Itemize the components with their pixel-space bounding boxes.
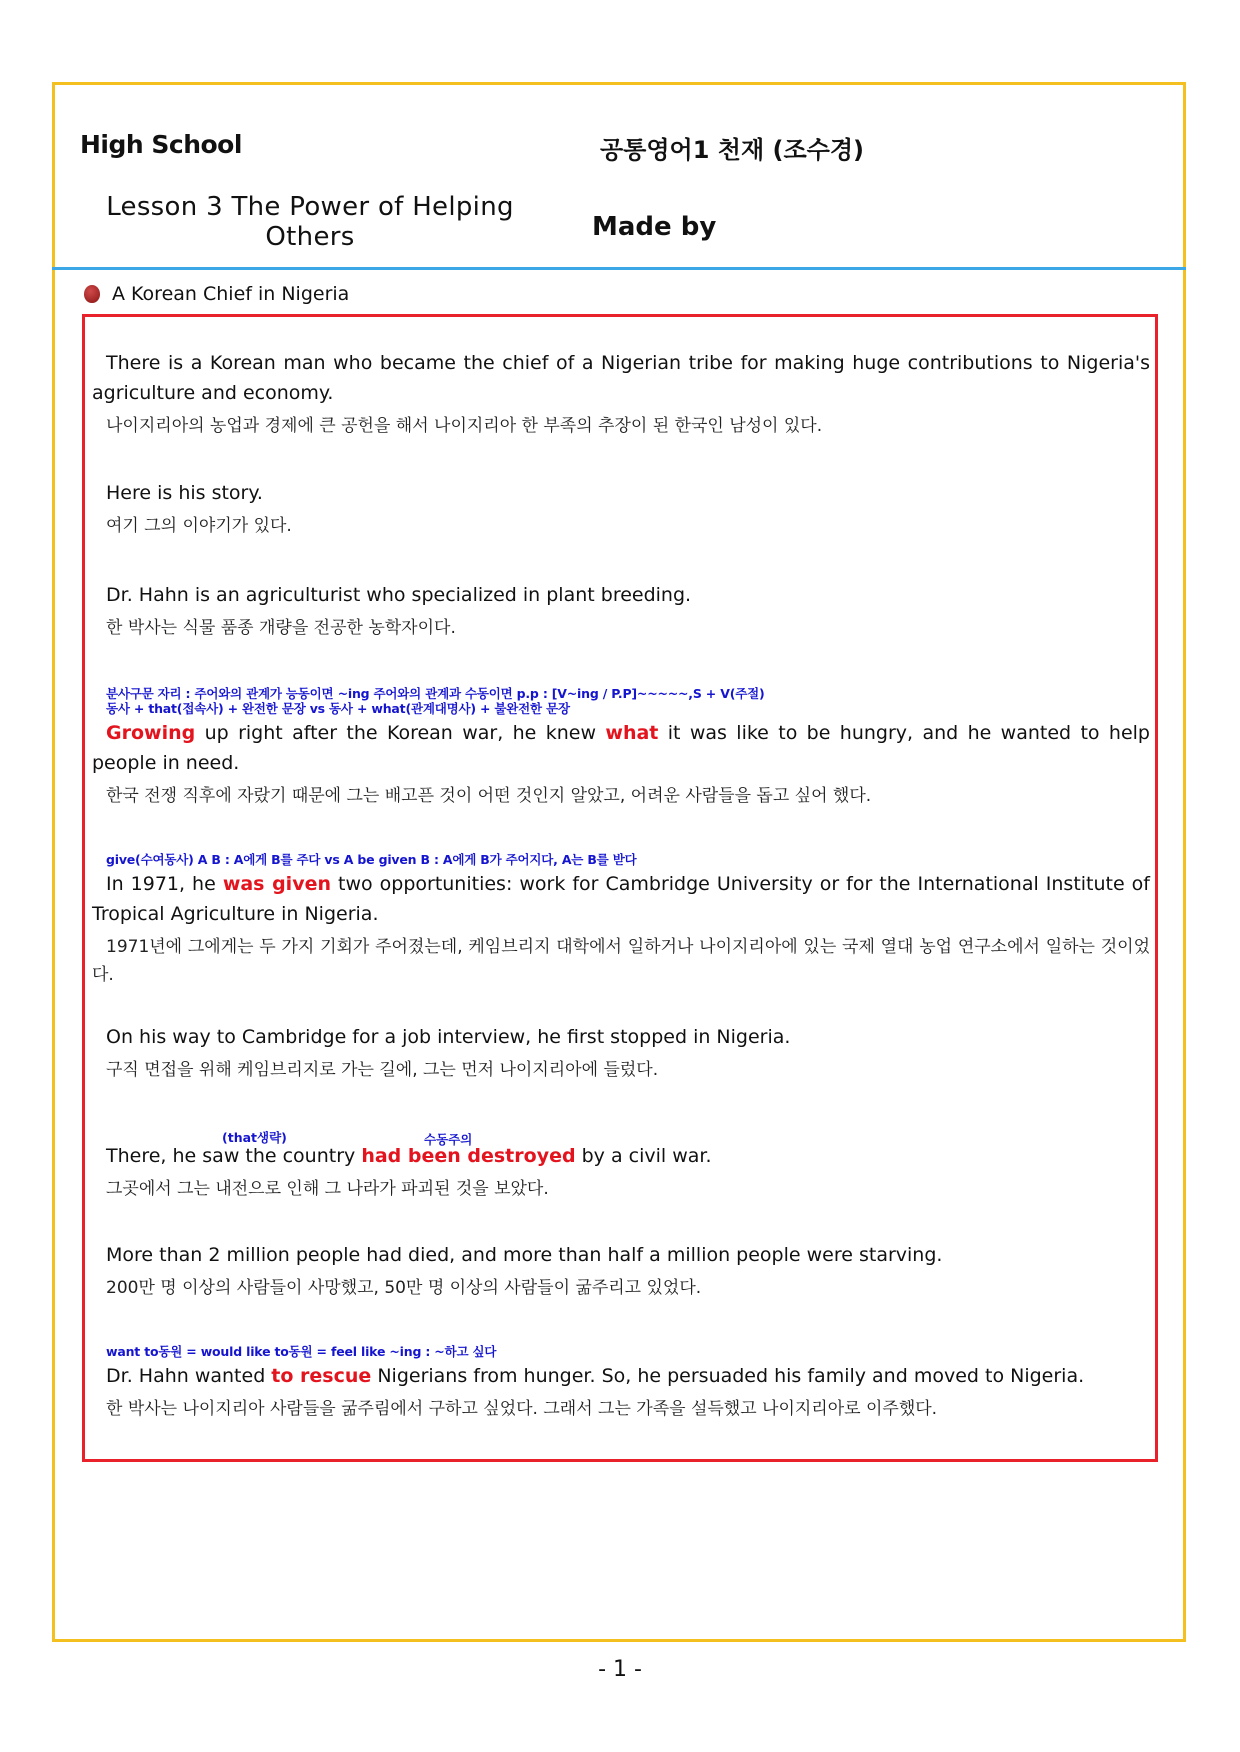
paragraph-5 [92, 852, 1150, 989]
page-number: - 1 - [598, 1657, 642, 1682]
paragraph-8 [92, 1240, 1150, 1302]
highlight: was given [222, 873, 331, 895]
highlight: to rescue [271, 1365, 372, 1387]
english-sentence [92, 1141, 1150, 1171]
english-sentence: On his way to Cambridge for a job interview, he first stopped in Nigeria. [106, 1026, 791, 1048]
paragraph-1 [92, 348, 1150, 440]
korean-translation: 나이지리아의 농업과 경제에 큰 공헌을 해서 나이지리아 한 부족의 추장이 된 한국인 남성이 있다. [106, 416, 823, 436]
text-segment: In 1971, he [106, 873, 223, 895]
english-sentence [92, 718, 1150, 778]
lesson-title: Lesson 3 The Power of Helping Others [106, 192, 514, 252]
header-divider [52, 267, 1186, 270]
text-segment: Nigerians from hunger. So, he persuaded his family and moved to Nigeria. [371, 1365, 1085, 1387]
grammar-note: 수동주의 [424, 1132, 473, 1147]
english-sentence: There is a Korean man who became the chief of a Nigerian tribe for making huge contributions to Nigeria's agriculture and economy. [92, 352, 1150, 404]
english-sentence [92, 1361, 1150, 1391]
korean-translation: 1971년에 그에게는 두 가지 기회가 주어졌는데, 케임브리지 대학에서 일하거나 나이지리아에 있는 국제 열대 농업 연구소에서 일하는 것이었다. [92, 937, 1150, 985]
paragraph-7 [92, 1141, 1150, 1203]
grammar-note: (that생략) [222, 1130, 287, 1145]
text-segment: up right after the Korean war, he knew [195, 722, 606, 744]
school-label: High School [80, 130, 242, 159]
paragraph-3 [92, 580, 1150, 642]
english-sentence: Here is his story. [106, 482, 263, 504]
english-sentence [92, 869, 1150, 929]
paragraph-9 [92, 1344, 1150, 1423]
text-segment: Dr. Hahn wanted [106, 1365, 272, 1387]
text-segment: it was like to be hungry, and he wanted to help people in need. [92, 722, 1150, 774]
text-segment: by a civil war. [575, 1145, 712, 1167]
korean-translation: 200만 명 이상의 사람들이 사망했고, 50만 명 이상의 사람들이 굶주리고 있었다. [106, 1278, 702, 1298]
korean-translation: 구직 면접을 위해 케임브리지로 가는 길에, 그는 먼저 나이지리아에 들렀다. [106, 1060, 659, 1080]
text-segment: two opportunities: work for Cambridge University or for the International Institute of Tropical Agriculture in Nigeria. [92, 873, 1150, 925]
english-sentence: More than 2 million people had died, and more than half a million people were starving. [106, 1244, 943, 1266]
grammar-note: 동사 + that(접속사) + 완전한 문장 vs 동사 + what(관계대명사) + 불완전한 문장 [106, 701, 570, 716]
korean-translation: 한 박사는 나이지리아 사람들을 굶주림에서 구하고 싶었다. 그래서 그는 가족을 설득했고 나이지리아로 이주했다. [106, 1399, 938, 1419]
grammar-note: want to동원 = would like to동원 = feel like ~ing : ~하고 싶다 [106, 1344, 497, 1359]
english-sentence: Dr. Hahn is an agriculturist who specialized in plant breeding. [106, 584, 692, 606]
highlight: Growing [106, 722, 196, 744]
paragraph-6 [92, 1022, 1150, 1084]
korean-translation: 한국 전쟁 직후에 자랐기 때문에 그는 배고픈 것이 어떤 것인지 알았고, 어려운 사람들을 돕고 싶어 했다. [106, 786, 872, 806]
paragraph-2 [92, 478, 1150, 540]
grammar-note: 분사구문 자리 : 주어와의 관계가 능동이면 ~ing 주어와의 관계과 수동이면 p.p : [V~ing / P.P]~~~~~,S + V(주절) [106, 686, 765, 701]
highlight: what [605, 722, 659, 744]
grammar-note: give(수여동사) A B : A에게 B를 주다 vs A be given B : A에게 B가 주어지다, A는 B를 받다 [106, 852, 637, 867]
highlight: had been destroyed [361, 1145, 576, 1167]
section-heading [84, 283, 349, 305]
text-segment: There, he saw the country [106, 1145, 362, 1167]
made-by-label: Made by [592, 212, 717, 242]
korean-translation: 그곳에서 그는 내전으로 인해 그 나라가 파괴된 것을 보았다. [106, 1179, 549, 1199]
korean-translation: 여기 그의 이야기가 있다. [106, 516, 292, 536]
paragraph-4 [92, 686, 1150, 810]
section-title: A Korean Chief in Nigeria [112, 283, 350, 305]
korean-translation: 한 박사는 식물 품종 개량을 전공한 농학자이다. [106, 618, 456, 638]
course-title: 공통영어1 천재 (조수경) [600, 136, 865, 164]
bullet-icon [84, 285, 100, 303]
